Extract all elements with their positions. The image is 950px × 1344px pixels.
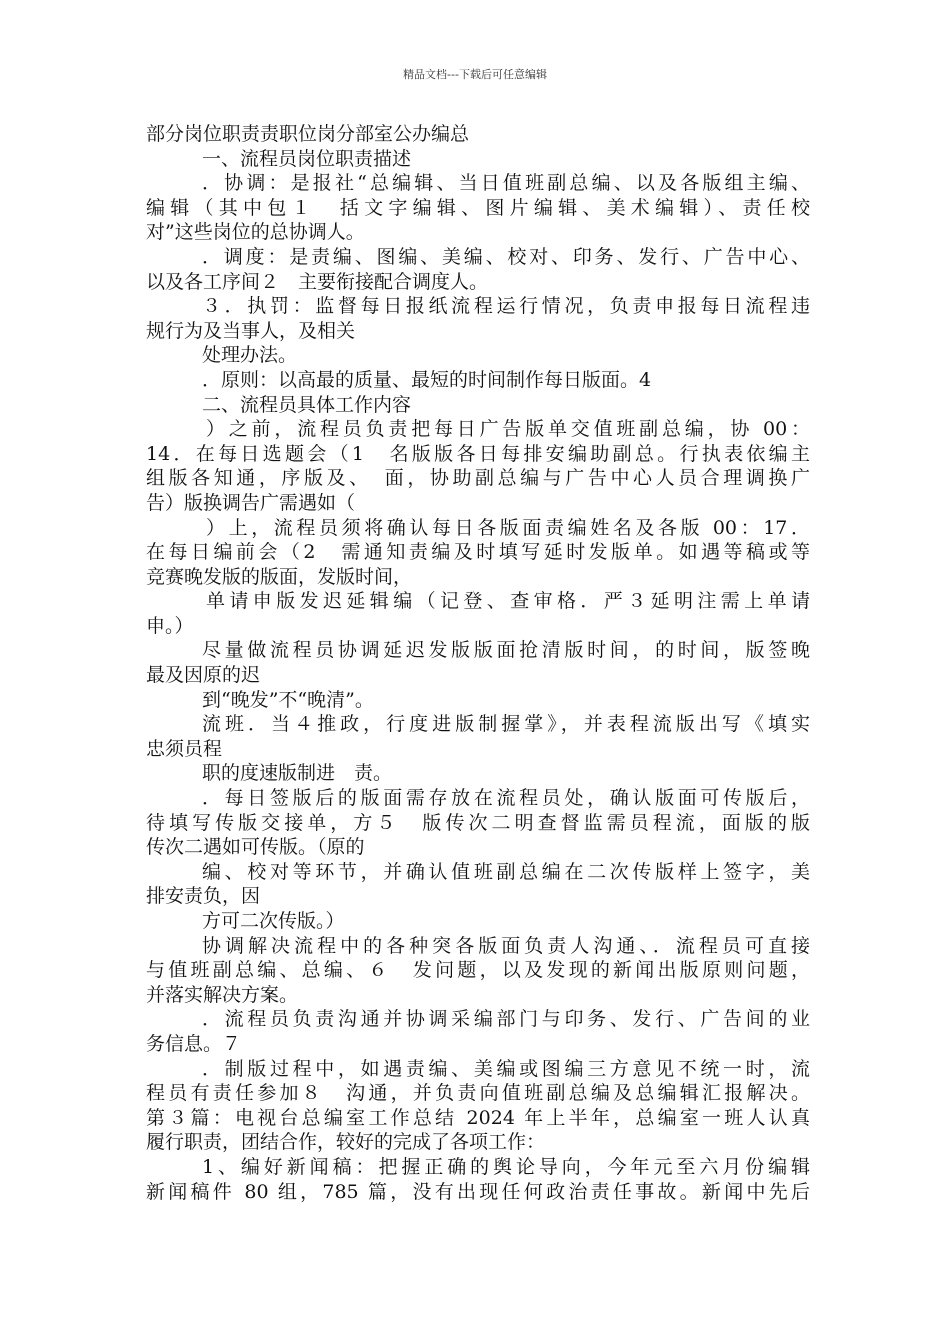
text-line: ．制版过程中，如遇责编、美编或图编三方意见不统一时，流 [202,1057,810,1080]
text-line: 规行为及当事人，及相关 [146,319,356,342]
text-line: 组版各知通，序版及、 面，协助副总编与广告中心人员合理调换广 [146,467,810,490]
text-line: 第３篇：电视台总编室工作总结 2024 年上半年，总编室一班人认真 [146,1106,810,1129]
text-line: 一、流程员岗位职责描述 [202,147,412,170]
text-line: 新闻稿件 80 组，785 篇，没有出现任何政治责任事故。新闻中先后 [146,1180,810,1203]
text-line: 单请申版发迟延辑编（记登、查审格．严３延明注需上单请 [206,590,810,613]
text-line: 程员有责任参加８ 沟通，并负责向值班副总编及总编辑汇报解决。 [146,1082,810,1105]
text-line: ３．执罚：监督每日报纸流程运行情况，负责申报每日流程违 [202,295,810,318]
text-line: 1、编好新闻稿：把握正确的舆论导向，今年元至六月份编辑 [202,1155,810,1178]
text-line: 编辑（其中包１ 括文字编辑、图片编辑、美术编辑）、责任校 [146,196,810,219]
text-line: 申。） [146,614,194,637]
text-line: 14．在每日选题会（1 名版版各日每排安编助副总。行执表依编主 [146,442,810,465]
text-line: ．调度：是责编、图编、美编、校对、印务、发行、广告中心、 [202,245,810,268]
text-line: ．原则：以高最的质量、最短的时间制作每日版面。4 [202,368,652,391]
text-line: 二、流程员具体工作内容 [202,393,412,416]
text-line: 待填写传版交接单，方５ 版传次二明查督监需员程流，面版的版 [146,811,810,834]
text-line: 方可二次传版。） [202,910,345,932]
text-line: 尽量做流程员协调延迟发版版面抢清版时间，的时间，版签晚 [202,639,810,662]
page-header: 精品文档---下载后可任意编辑 [403,68,547,81]
text-line: 最及因原的迟 [146,664,261,687]
text-line: ．协调：是报社“总编辑、当日值班副总编、以及各版组主编、 [202,172,810,195]
text-line: 传次二遇如可传版。（原的 [146,836,365,859]
text-line: 务信息。７ [146,1032,242,1055]
text-line: 在每日编前会（2 需通知责编及时填写延时发版单。如遇等稿或等 [146,541,810,564]
text-line: 以及各工序间２ 主要衔接配合调度人。 [146,270,489,293]
text-line: ．每日签版后的版面需存放在流程员处，确认版面可传版后， [202,787,810,810]
text-line: 部分岗位职责责职位岗分部室公办编总 [146,123,470,145]
text-line: 职的度速版制进 责。 [202,762,393,785]
text-line: 与值班副总编、总编、６ 发问题，以及发现的新闻出版原则问题， [146,959,810,982]
text-line: ）之前，流程员负责把每日广告版单交值班副总编，协 00： [206,418,810,441]
text-line: 并落实解决方案。 [146,983,299,1006]
text-line: ．流程员负责沟通并协调采编部门与印务、发行、广告间的业 [202,1008,810,1031]
text-line: 流班．当４推政，行度进版制握掌》，并表程流版出写《填实 [202,713,810,736]
text-line: 告）版换调告广需遇如（ [146,491,356,514]
text-line: 履行职责，团结合作，较好的完成了各项工作： [146,1131,546,1154]
text-line: 排安责负，因 [146,885,261,908]
text-line: 到“晚发”不“晚清”。 [202,688,374,711]
text-line: 竞赛晚发版的版面，发版时间， [146,565,413,588]
text-line: 协调解决流程中的各种突各版面负责人沟通、．流程员可直接 [202,934,810,957]
text-line: 处理办法。 [202,344,298,367]
text-line: 忠须员程 [146,737,223,760]
text-line: 对”这些岗位的总协调人。 [146,221,365,244]
text-line: 编、校对等环节，并确认值班副总编在二次传版样上签字，美 [202,860,810,883]
document-body [146,122,810,1204]
text-line: ）上，流程员须将确认每日各版面责编姓名及各版 00：17． [206,516,810,539]
